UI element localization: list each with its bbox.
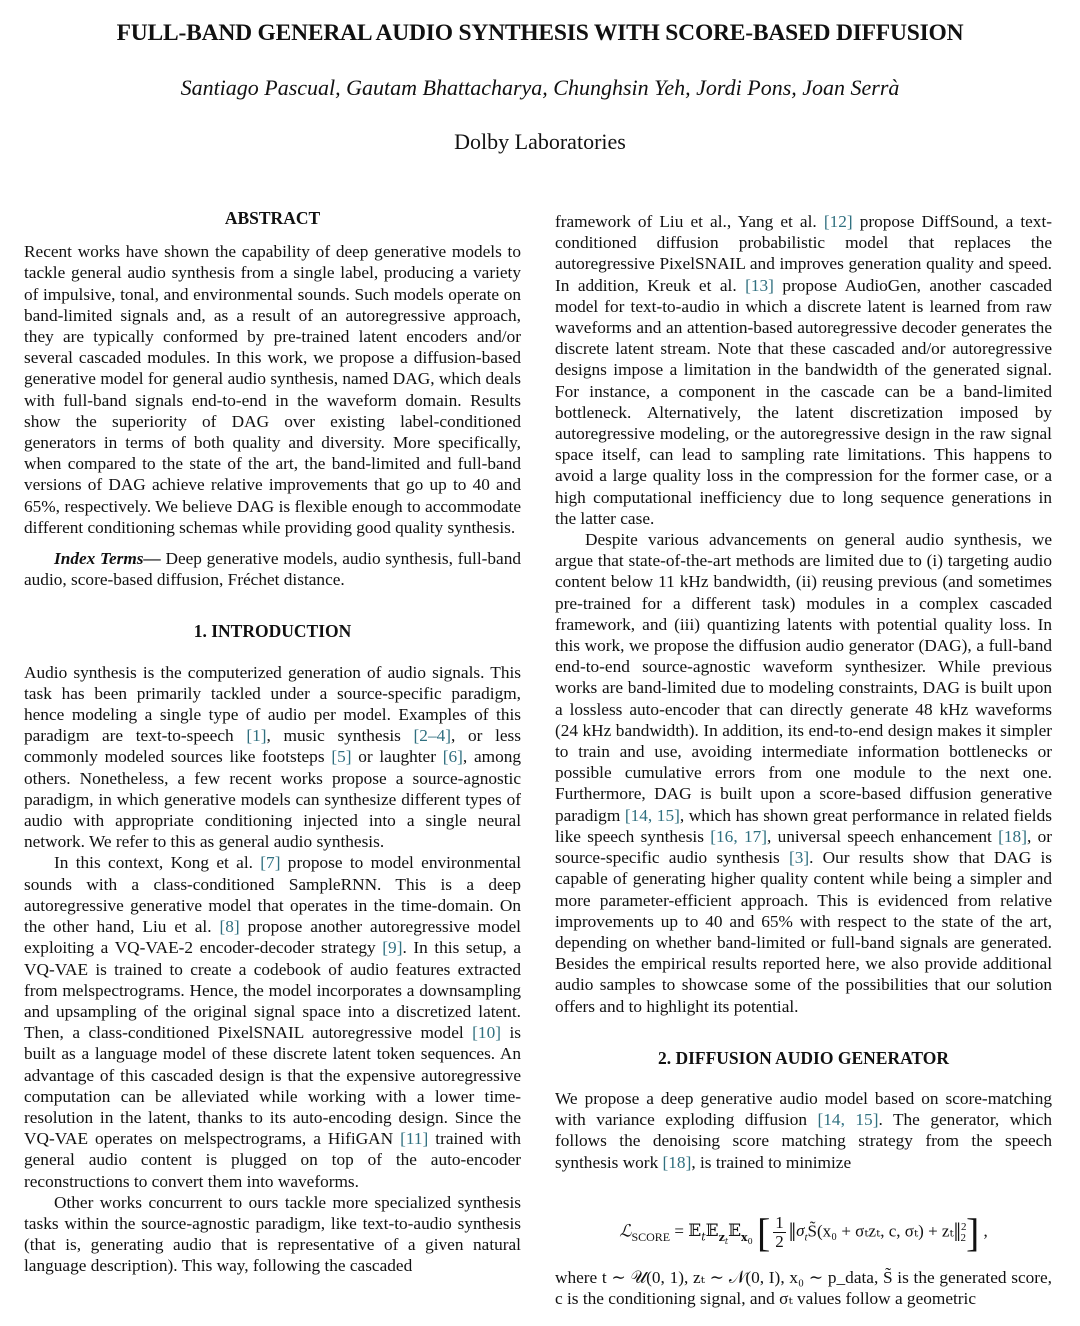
section-2-after-equation: where t ∼ 𝒰(0, 1), zₜ ∼ 𝒩(0, I), x₀ ∼ p_data, S̃ is the generated score, c is the conditioning signal, and σₜ values follow a geometric [555,1267,1052,1308]
citation-link[interactable]: [9] [382,938,403,958]
citation-link[interactable]: [7] [260,853,281,873]
abstract-text: Recent works have shown the capability of deep generative models to tackle general audio synthesis from a single label, producing a variety of impulsive, tonal, and environmental sounds. Such models operate on band-limited signals and, as a result of an autoregressive approach, they are typically conformed by pre-trained latent encoders and/or several cascaded modules. In this work, we propose a diffusion-based generative model for general audio synthesis, named DAG, which deals with full-band signals end-to-end in the waveform domain. Results show the superiority of DAG over existing label-conditioned generators in terms of both quality and diversity. More specifically, when compared to the state of the art, the band-limited and full-band versions of DAG achieve relative improvements that go up to 40 and 65%, respectively. We believe DAG is flexible enough to accommodate different conditioning schemas while providing good quality synthesis. [24,242,521,537]
eq-lhs: ℒ [619,1221,632,1241]
paper-title: FULL-BAND GENERAL AUDIO SYNTHESIS WITH SCORE-BASED DIFFUSION [116,20,964,46]
left-column [24,208,521,1277]
eq-score-term: S̃(x₀ + σₜzₜ, c, σₜ) + zₜ [807,1221,954,1241]
citation-link[interactable]: [13] [745,275,774,295]
section-2-paragraph-1: We propose a deep generative audio model based on score-matching with variance exploding diffusion [14, 15]. The generator, which follows the denoising score matching strategy from the speech synthesis work [18], is trained to minimize [555,1088,1052,1172]
intro-paragraph-2: In this context, Kong et al. [7] propose to model environmental sounds with a class-conditioned SampleRNN. This is a deep autoregressive generative model that operates in the time-domain. On the other hand, Liu et al. [8] propose another autoregressive model exploiting a VQ-VAE-2 encoder-decoder strategy [9]. In this setup, a VQ-VAE is trained to create a codebook of audio features extracted from melspectrograms. Hence, the model incorporates a downsampling and upsampling of the original signal space into a discretized latent. Then, a class-conditioned PixelSNAIL autoregressive model [10] is built as a language model of these discrete latent token sequences. An advantage of this cascaded design is that the expensive autoregressive computation can be alleviated while working with a lower time-resolution in the latent, thanks to its auto-encoding design. Since the VQ-VAE operates on melspectrograms, a HifiGAN [11] trained with general audio content is plugged on top of the auto-encoder reconstructions to convert them into waveforms. [24,853,521,1191]
eq-norm-sup: 2 [960,1220,967,1233]
score-loss-equation: ℒ$_{SCORE}$ = 𝔼$_t$𝔼$_{z_t}$𝔼$_{x_0}$ [ $\frac{1}{2}$ $‖\sigma_tS̃(x_0 + \sigma_tz_t$, c, σₜ) + zₜ‖$^2_2$] , [619,1209,988,1255]
intro-paragraph-3-continued: framework of Liu et al., Yang et al. [12] propose DiffSound, a text-conditioned diffusion probabilistic model that replaces the autoregressive PixelSNAIL and improves generation quality and speed. In addition, Kreuk et al. [13] propose AudioGen, another cascaded model for text-to-audio in which a discrete latent is learned from raw waveforms and an attention-based autoregressive decoder generates the discrete latent stream. Note that these cascaded and/or autoregressive designs impose a limitation in the bandwidth of the generated signal. For instance, a component in the cascade can be a band-limited bottleneck. Alternatively, the latent discretization imposed by autoregressive modeling, or the autoregressive design in the raw signal space itself, can lead to sampling rate limitations. This happens to avoid a large quality loss in the compression for the former case, or a high computational inefficiency due to long sequence generations in the latter case. [555,212,1053,528]
eq-fraction: $\frac{1}{2}$ [775,1212,784,1251]
eq-sigma: $\sigma_t$ [796,1221,808,1244]
index-terms-text: Deep generative models, audio synthesis, full-band audio, score-based diffusion, Fréchet distance. [24,549,522,590]
citation-link[interactable]: [18] [998,826,1027,846]
citation-link[interactable]: [8] [219,917,240,937]
eq-expectation-z: 𝔼$_{z_t}$ [705,1221,729,1246]
left-bracket: [ [756,1209,771,1255]
abstract-heading: ABSTRACT [224,208,321,228]
norm-right: ‖ [953,1217,961,1247]
citation-link[interactable]: [18] [662,1152,692,1172]
citation-link[interactable]: [10] [472,1023,501,1043]
citation-link[interactable]: [11] [400,1129,429,1149]
right-column [555,211,1052,1309]
citation-link[interactable]: [5] [331,747,352,767]
affiliation: Dolby Laboratories [454,129,626,154]
eq-norm-sub: 2 [960,1231,966,1244]
index-terms-label: Index Terms— [54,549,161,569]
citation-link[interactable]: [2–4] [413,726,451,746]
citation-link[interactable]: [12] [823,212,853,231]
citation-link[interactable]: [3] [788,848,810,868]
norm-left: ‖ [788,1217,797,1247]
intro-paragraph-4: Despite various advancements on general audio synthesis, we argue that state-of-the-art methods are limited due to (i) targeting audio content below 11 kHz bandwidth, (ii) reusing previous (and sometimes pre-trained for a different task) modules in a complex cascaded framework, and (iii) quantizing latents with potential quality loss. In this work, we propose the diffusion audio generator (DAG), a full-band end-to-end source-agnostic waveform synthesizer. While previous works are band-limited due to modeling constraints, DAG is built upon a lossless auto-encoder that can directly generate 48 kHz waveforms (24 kHz bandwidth). In addition, its end-to-end design makes it simpler to train and use, avoiding intermediate information bottlenecks or possible cumulative errors from one module to the next one. Furthermore, DAG is built upon a score-based diffusion generative paradigm [14, 15], which has shown great performance in related fields like speech synthesis [16, 17], universal speech enhancement [18], or source-specific audio synthesis [3]. Our results show that DAG is capable of generating higher quality content while being a simpler and more parameter-efficient approach. This is evidenced from relative improvements up to 40 and 65% with respect to the state of the art, depending on whether band-limited or full-band signals are generated. Besides the empirical results reported here, we also provide additional audio samples to showcase some of the possibilities that our solution offers and to highlight its potential. [555,530,1052,1016]
citation-link[interactable]: [1] [246,726,267,746]
eq-trailing-comma: , [983,1221,988,1241]
citation-link[interactable]: [16, 17] [710,826,767,846]
introduction-heading: 1. INTRODUCTION [193,621,352,642]
citation-link[interactable]: [14, 15] [817,1110,879,1130]
section-2-heading: 2. DIFFUSION AUDIO GENERATOR [657,1047,950,1068]
eq-expectation-t: 𝔼$_t$ [688,1221,706,1244]
intro-paragraph-1: Audio synthesis is the computerized generation of audio signals. This task has been primarily tackled under a source-specific paradigm, hence modeling a single type of audio per model. Examples of this paradigm are text-to-speech [1], music synthesis [2–4], or less commonly modeled sources like footsteps [5] or laughter [6], among others. Nonetheless, a few recent works propose a source-agnostic paradigm, in which generative models can synthesize different types of audio with appropriate conditioning injected into a single neural network. We refer to this as general audio synthesis. [24,662,522,852]
author-list: Santiago Pascual, Gautam Bhattacharya, Chunghsin Yeh, Jordi Pons, Joan Serrà [180,75,900,100]
citation-link[interactable]: [6] [442,747,463,767]
eq-lhs-subscript: SCORE [631,1229,671,1244]
intro-paragraph-3: Other works concurrent to ours tackle more specialized synthesis tasks within the source-agnostic paradigm, like text-to-audio synthesis (that is, generating audio that is representative of a given natural language description). This way, following the cascaded [24,1192,521,1276]
index-terms [24,548,521,590]
right-bracket: ] [965,1209,980,1255]
eq-expectation-x: 𝔼$_{x_0}$ [728,1221,753,1246]
citation-link[interactable]: [14, 15] [624,805,680,825]
